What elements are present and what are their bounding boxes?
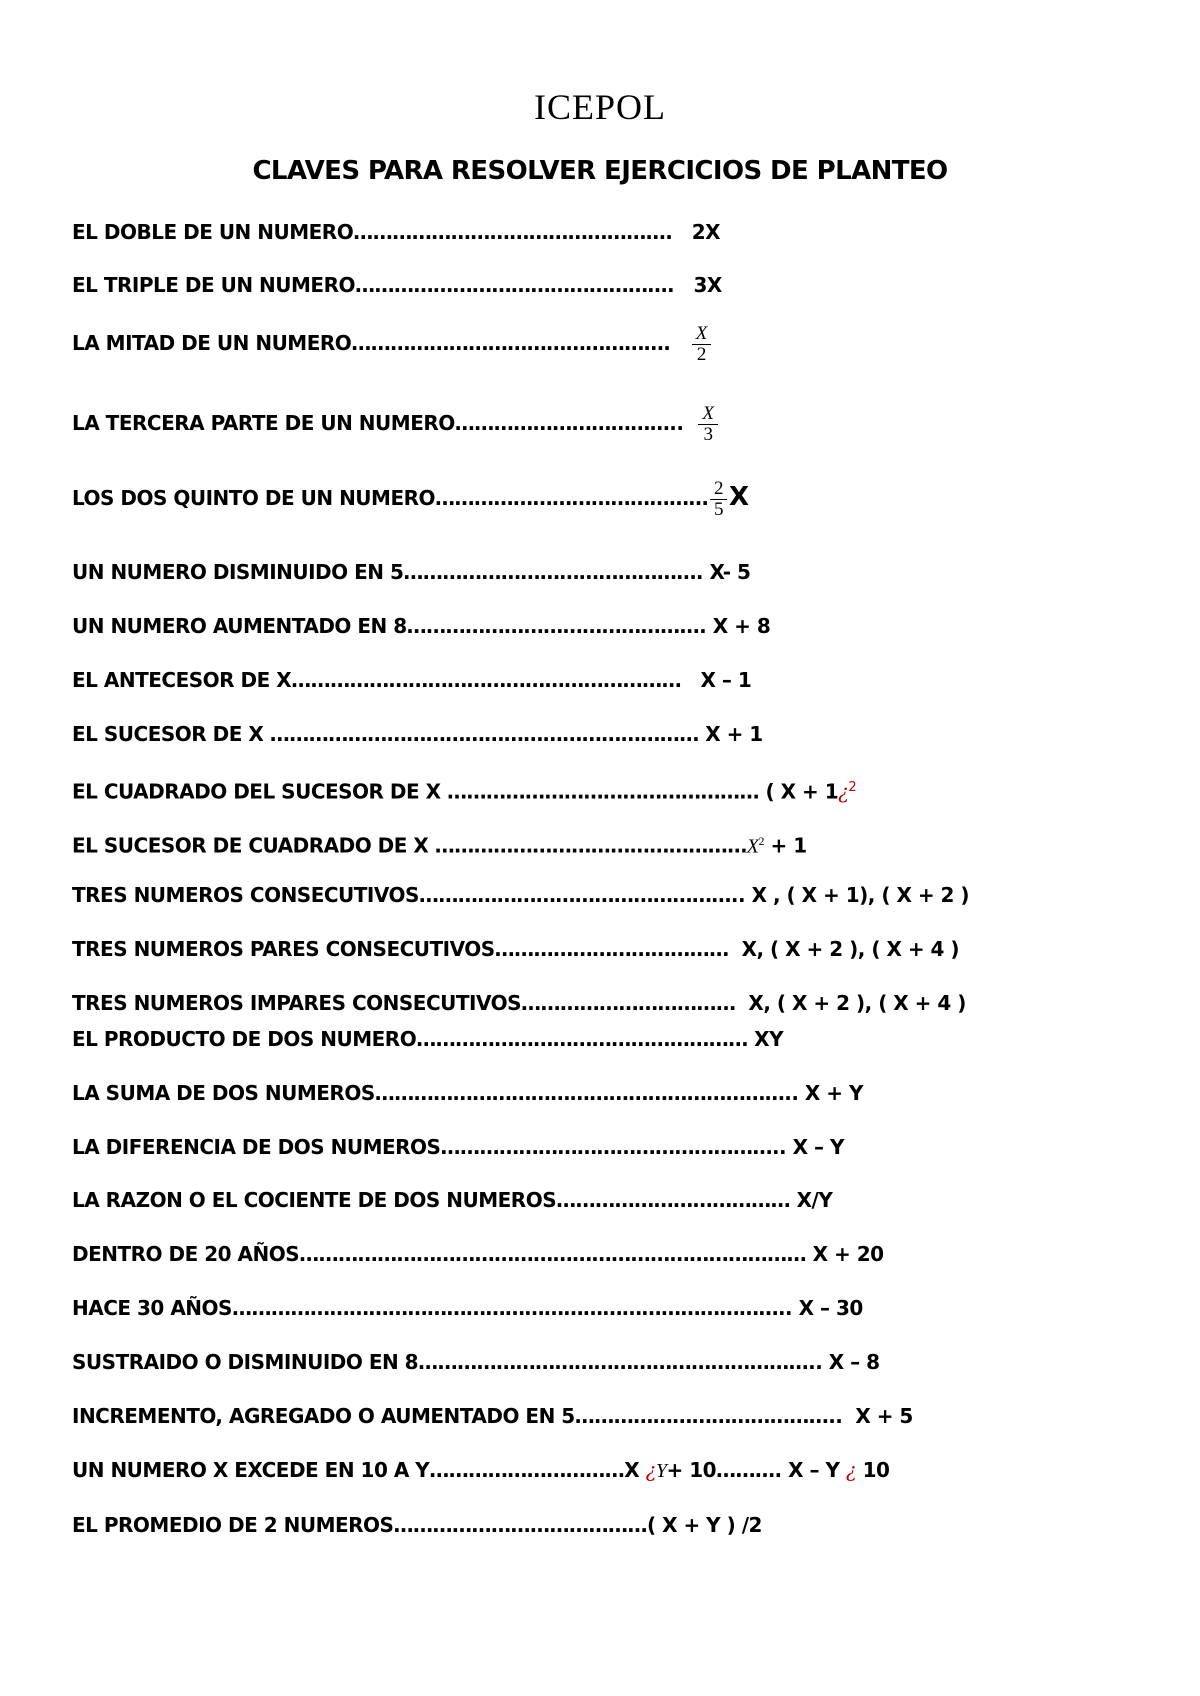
row-label: LA RAZON O EL COCIENTE DE DOS NUMEROS……………………………… [72,1188,791,1212]
row-promedio [72,1513,762,1537]
row-label: HACE 30 AÑOS………………………………………………………………………….. [72,1296,793,1320]
row-label: EL SUCESOR DE X ………………………………………………………… [72,722,699,746]
row-dentro-20 [72,1242,884,1266]
row-sustraido [72,1350,880,1374]
row-excede [72,1458,889,1483]
row-expression: X + 5 [855,1404,913,1428]
row-label: TRES NUMEROS IMPARES CONSECUTIVOS…………………………… [72,991,736,1015]
row-mitad [72,324,713,365]
row-tercera-parte [72,404,720,445]
row-label: EL CUADRADO DEL SUCESOR DE X ………………………………………… [72,779,760,804]
row-label: TRES NUMEROS PARES CONSECUTIVOS……………………………… [72,937,729,961]
fraction-numerator: 2 [710,479,727,500]
document-subtitle: CLAVES PARA RESOLVER EJERCICIOS DE PLANTEO [252,156,948,186]
fraction-numerator: X [698,404,717,425]
fraction [698,404,717,445]
variable-y: Y [655,1460,667,1482]
row-label: UN NUMERO AUMENTADO EN 8………………………………………. [72,614,707,638]
exponent: 2 [848,780,857,795]
row-expression: X + 20 [812,1242,884,1266]
broken-symbol: ¿ [845,1458,857,1482]
row-label: TRES NUMEROS CONSECUTIVOS………………………………………….. [72,883,746,907]
row-dos-quinto [72,479,749,520]
fraction-denominator: 2 [696,344,706,365]
row-consecutivos [72,883,969,907]
row-triple [72,273,722,297]
row-expression-tail: + 10………. X – Y [666,1458,840,1482]
row-diferencia [72,1135,844,1159]
row-aumentado [72,614,770,638]
row-expression: X, ( X + 2 ), ( X + 4 ) [741,937,960,961]
row-label: EL ANTECESOR DE X…………………………………………………… [72,668,682,692]
row-label: EL DOBLE DE UN NUMERO…………………………………………. [72,220,673,244]
row-label: UN NUMERO X EXCEDE EN 10 A Y………………………… [72,1458,625,1482]
row-label: SUSTRAIDO O DISMINUIDO EN 8…………………………………………………….. [72,1350,823,1374]
row-label: UN NUMERO DISMINUIDO EN 5………………………………………. [72,560,704,584]
row-label: LA MITAD DE UN NUMERO…………………………………………. [72,331,671,355]
row-label: DENTRO DE 20 AÑOS…………………………………………………………………… [72,1242,807,1266]
row-doble [72,220,720,244]
row-expression: X + Y [804,1081,863,1105]
row-expression: X + 8 [712,614,771,638]
row-label: LA SUMA DE DOS NUMEROS……………………………………………………….. [72,1081,799,1105]
row-expression: + 1 [770,833,807,858]
row-expression: X, ( X + 2 ), ( X + 4 ) [748,991,966,1015]
row-producto [72,1027,783,1051]
row-label: EL SUCESOR DE CUADRADO DE X ………………………………………… [72,833,747,858]
row-expression: X/Y [796,1188,833,1212]
row-razon [72,1188,832,1212]
row-expression: ( X + Y ) /2 [646,1513,762,1537]
row-expression: 3X [693,273,722,297]
fraction-numerator: X [692,324,711,345]
row-impares-consecutivos [72,991,966,1015]
fraction-denominator: 5 [714,499,724,520]
row-expression: 2X [691,220,721,244]
row-cuadrado-sucesor [72,776,856,804]
row-label: LA TERCERA PARTE DE UN NUMERO…………………………….. [72,411,684,435]
fraction [692,324,711,365]
row-label: EL TRIPLE DE UN NUMERO…………………………………………. [72,273,675,297]
row-expression: X – 1 [700,668,752,692]
row-expression: X – Y [792,1135,844,1159]
row-expression: X- 5 [709,560,751,584]
row-antecesor [72,668,751,692]
row-label: LA DIFERENCIA DE DOS NUMEROS…………………………………………….. [72,1135,787,1159]
broken-symbol: ¿ [645,1458,656,1482]
row-expression: X – 8 [828,1350,880,1374]
fraction-denominator: 3 [703,424,713,445]
row-expression-end: 10 [862,1458,890,1482]
row-suma [72,1081,863,1105]
row-sucesor-cuadrado [72,829,807,859]
row-label: EL PROMEDIO DE 2 NUMEROS………………………………… [72,1513,647,1537]
fraction [710,479,727,520]
row-disminuido [72,560,750,584]
row-incremento [72,1404,913,1428]
row-expression: XY [754,1027,784,1051]
broken-symbol: ¿ [838,779,849,804]
row-expression: X [624,1458,640,1482]
org-title: ICEPOL [534,87,666,127]
row-hace-30 [72,1296,863,1320]
row-label: EL PRODUCTO DE DOS NUMERO…………………………………………… [72,1027,748,1051]
exponent: 2 [758,834,765,848]
fraction-variable: X [729,482,749,512]
row-expression: X – 30 [798,1296,863,1320]
row-expression: ( X + 1 [765,779,839,804]
row-expression: X + 1 [705,722,763,746]
row-label: LOS DOS QUINTO DE UN NUMERO…………………………………… [72,486,709,510]
row-sucesor [72,722,763,746]
row-expression: X , ( X + 1), ( X + 2 ) [751,883,970,907]
row-label: INCREMENTO, AGREGADO O AUMENTADO EN 5………………………………….. [72,1404,843,1428]
row-pares-consecutivos [72,937,959,961]
base-variable: X [746,835,759,858]
